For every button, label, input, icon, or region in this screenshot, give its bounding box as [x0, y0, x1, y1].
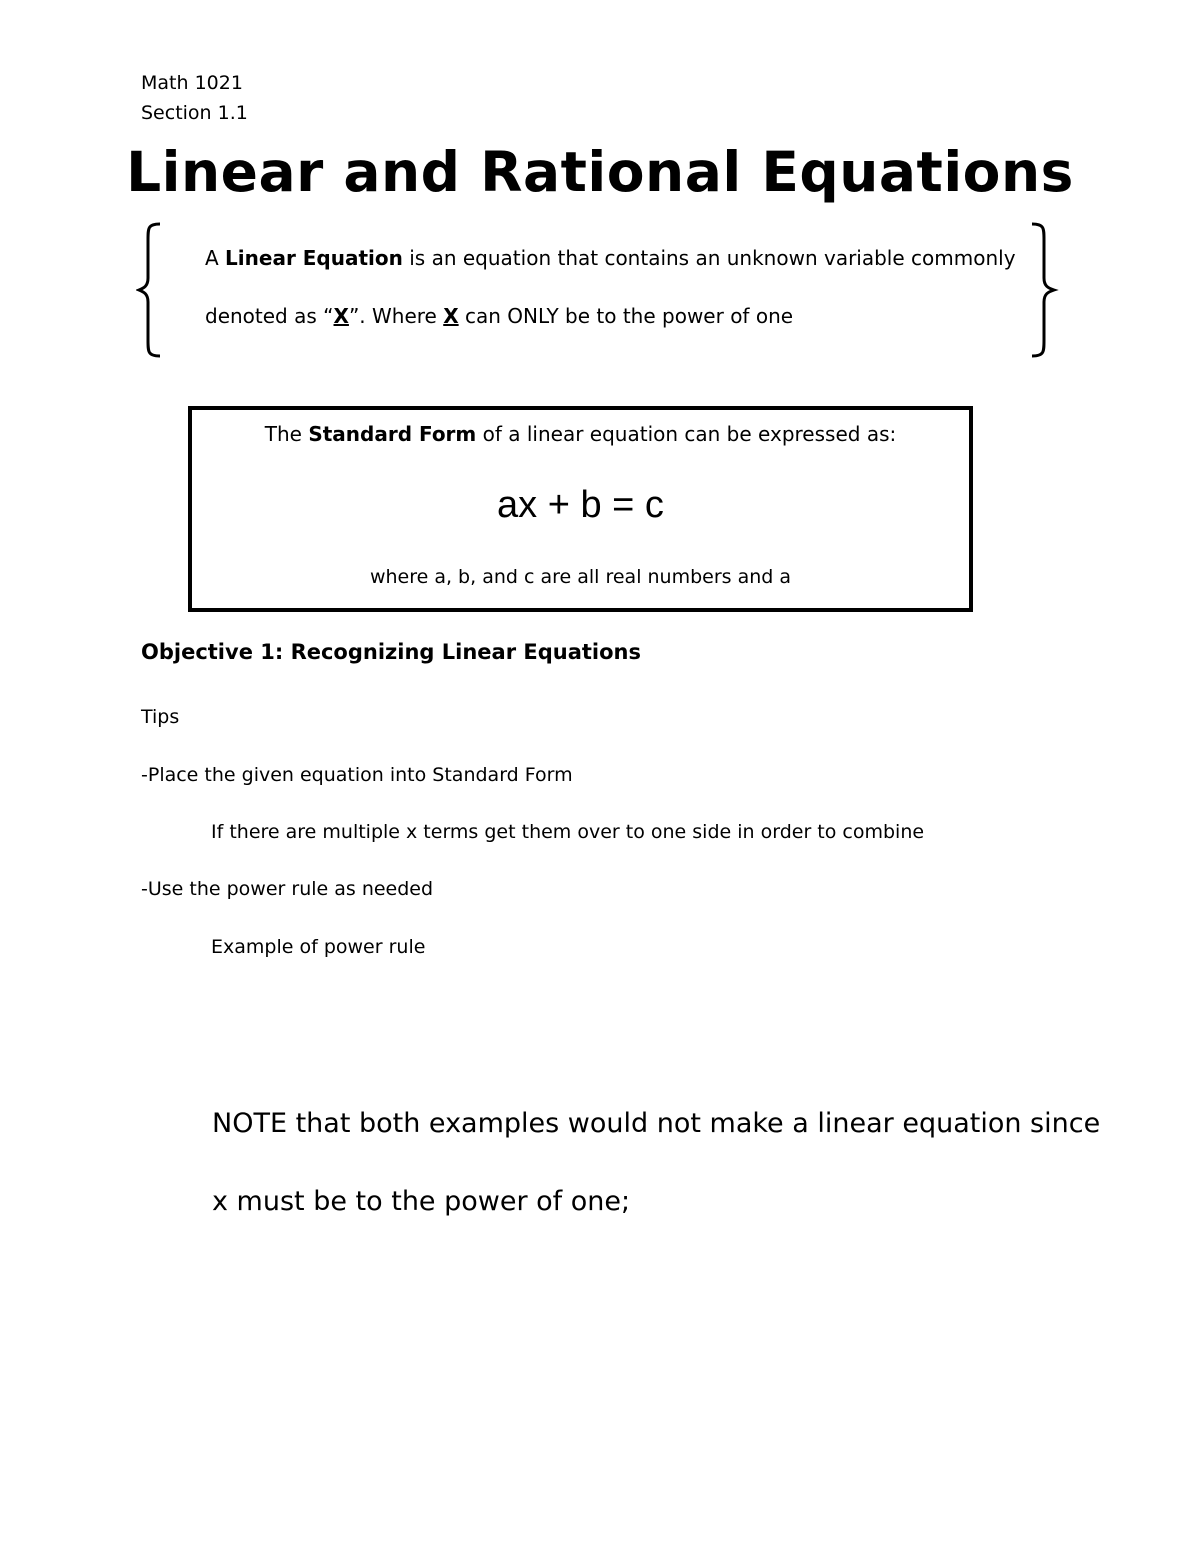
note-line-1: NOTE that both examples would not make a linear equation since — [212, 1108, 1101, 1139]
definition-line-1: A Linear Equation is an equation that contains an unknown variable commonly — [205, 246, 1016, 270]
standard-form-formula: ax + b = c — [497, 484, 664, 526]
left-brace-icon — [136, 220, 166, 360]
variable-x-2: X — [443, 304, 459, 328]
page-title: Linear and Rational Equations — [126, 140, 1074, 204]
standard-form-intro: The Standard Form of a linear equation can be expressed as: — [264, 422, 897, 446]
right-brace-icon — [1026, 220, 1060, 360]
linear-equation-term: Linear Equation — [225, 246, 403, 270]
objective-heading: Objective 1: Recognizing Linear Equations — [141, 640, 641, 664]
tips-label: Tips — [141, 706, 180, 728]
note-line-2: x must be to the power of one; — [212, 1186, 631, 1217]
tip-1: -Place the given equation into Standard Form — [141, 764, 573, 786]
tip-2-detail: Example of power rule — [211, 936, 426, 958]
definition-line-2: denoted as “X”. Where X can ONLY be to the power of one — [205, 304, 794, 328]
section-label: Section 1.1 — [141, 102, 248, 124]
standard-form-box — [188, 406, 973, 612]
tip-2: -Use the power rule as needed — [141, 878, 434, 900]
tip-1-detail: If there are multiple x terms get them over to one side in order to combine — [211, 821, 925, 843]
standard-form-where: where a, b, and c are all real numbers and a — [369, 566, 792, 588]
course-label: Math 1021 — [141, 72, 243, 94]
variable-x: X — [333, 304, 349, 328]
